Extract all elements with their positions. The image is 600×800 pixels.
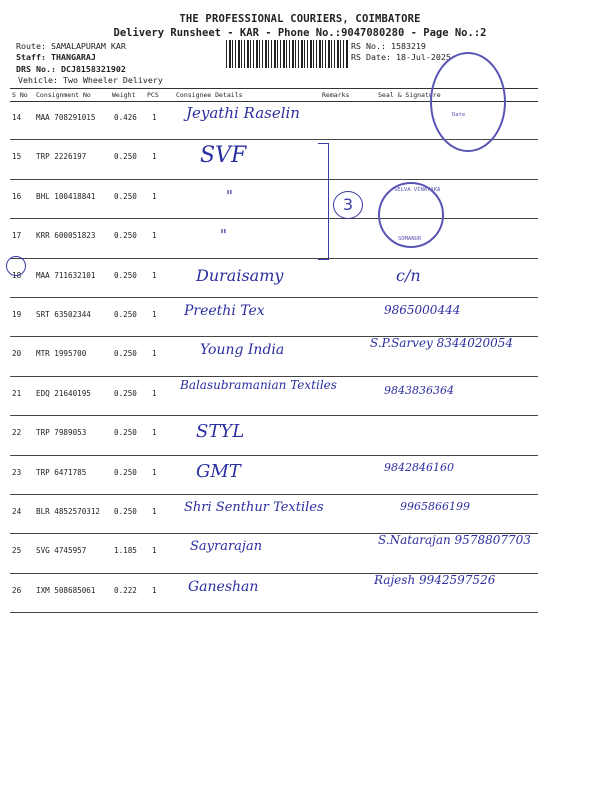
row-consignment: SVG 4745957 xyxy=(36,546,87,556)
barcode xyxy=(226,40,348,68)
row-pcs: 1 xyxy=(152,546,157,556)
row-consignee: " xyxy=(226,186,233,205)
row-weight: 0.250 xyxy=(114,388,137,398)
row-sno: 26 xyxy=(12,585,22,595)
row-pcs: 1 xyxy=(152,191,157,201)
row-consignment: SRT 63502344 xyxy=(36,310,91,319)
row-weight: 0.250 xyxy=(114,152,137,162)
row-signature: 9843836364 xyxy=(384,383,454,397)
col-weight: Weight xyxy=(112,91,136,99)
row-sno: 16 xyxy=(12,191,22,201)
row-weight: 0.250 xyxy=(114,467,137,477)
row-weight: 0.250 xyxy=(114,191,137,201)
table-row xyxy=(10,258,538,298)
row-consignee: SVF xyxy=(200,143,247,169)
table-row xyxy=(10,179,538,219)
row-pcs: 1 xyxy=(152,507,157,516)
row-consignee: Jeyathi Raselin xyxy=(186,104,300,122)
row-consignment: MTR 1995700 xyxy=(36,349,87,359)
row-consignee: Young India xyxy=(200,342,285,359)
table-row xyxy=(10,455,538,495)
row-sno: 24 xyxy=(12,507,22,516)
row-weight: 0.250 xyxy=(114,428,137,438)
row-consignment: TRP 7989053 xyxy=(36,428,87,438)
rs-number: RS No.: 1583219 xyxy=(351,41,426,51)
company-title: THE PROFESSIONAL COURIERS, COIMBATORE xyxy=(179,13,421,25)
row-consignment: BHL 100418841 xyxy=(36,191,96,201)
row-pcs: 1 xyxy=(152,585,157,595)
row-consignee: " xyxy=(220,226,227,245)
row-signature: S.Natarajan 9578807703 xyxy=(378,533,531,548)
row-sno: 23 xyxy=(12,467,22,477)
table-row xyxy=(10,336,538,376)
row-sno: 22 xyxy=(12,428,22,438)
table-row xyxy=(10,494,538,534)
col-consignment: Consignment No xyxy=(36,91,91,99)
bracket-mark xyxy=(318,143,329,260)
table-row xyxy=(10,573,538,613)
stamp-ring-text: SELVA VINAYAKA xyxy=(394,187,441,193)
row-signature: S.P.Sarvey 8344020054 xyxy=(370,336,513,351)
row-sno: 18 xyxy=(12,270,22,280)
stamp-bottom-text: SOMANUR xyxy=(398,236,422,242)
circled-number: 3 xyxy=(333,191,363,219)
col-remarks: Remarks xyxy=(322,91,350,99)
col-consignee: Consignee Details xyxy=(176,91,243,99)
row-pcs: 1 xyxy=(152,388,157,398)
row-circle-mark xyxy=(6,256,26,276)
table-row xyxy=(10,218,538,258)
row-consignee: GMT xyxy=(196,460,241,482)
row-sno: 15 xyxy=(12,152,22,162)
row-weight: 0.250 xyxy=(114,310,137,319)
row-sno: 14 xyxy=(12,113,22,122)
row-consignment: MAA 708291015 xyxy=(36,113,96,122)
row-consignee: Ganeshan xyxy=(188,578,259,595)
row-consignment: EDQ 21640195 xyxy=(36,388,91,398)
row-consignment: IXM 508685061 xyxy=(36,585,96,595)
row-weight: 0.250 xyxy=(114,270,137,280)
row-signature: 9842846160 xyxy=(384,460,454,474)
row-consignment: MAA 711632101 xyxy=(36,270,96,280)
vehicle-label: Vehicle: Two Wheeler Delivery xyxy=(18,75,163,85)
runsheet-subtitle: Delivery Runsheet - KAR - Phone No.:9047080280 - Page No.:2 xyxy=(113,27,487,39)
row-consignee: Sayrarajan xyxy=(190,539,263,555)
row-signature: 9865000444 xyxy=(384,303,461,317)
row-consignee: STYL xyxy=(196,421,245,443)
row-pcs: 1 xyxy=(152,467,157,477)
row-sno: 17 xyxy=(12,231,22,241)
row-consignment: KRR 600051823 xyxy=(36,231,96,241)
row-consignee: Balasubramanian Textiles xyxy=(180,377,337,392)
row-sno: 21 xyxy=(12,388,22,398)
row-consignee: Preethi Tex xyxy=(184,303,265,319)
row-consignment: TRP 2226197 xyxy=(36,152,87,162)
office-seal-stamp xyxy=(430,52,506,152)
rs-date: RS Date: 18-Jul-2025 xyxy=(351,52,451,62)
row-consignment: TRP 6471785 xyxy=(36,467,87,477)
col-seal: Seal & Signature xyxy=(378,91,441,99)
row-weight: 0.250 xyxy=(114,349,137,359)
selva-vinayaka-stamp xyxy=(378,182,444,248)
row-pcs: 1 xyxy=(152,231,157,241)
row-sno: 25 xyxy=(12,546,22,556)
staff-label: Staff: THANGARAJ xyxy=(16,52,96,62)
row-sno: 20 xyxy=(12,349,22,359)
row-consignment: BLR 4852570312 xyxy=(36,507,101,516)
table-row xyxy=(10,297,538,337)
row-weight: 0.426 xyxy=(114,113,137,122)
table-row xyxy=(10,415,538,455)
row-signature: Rajesh 9942597526 xyxy=(374,572,496,587)
row-consignee: Duraisamy xyxy=(196,265,284,285)
row-pcs: 1 xyxy=(152,428,157,438)
row-sno: 19 xyxy=(12,310,22,319)
stamp-date-label: Date xyxy=(452,112,466,118)
row-weight: 0.222 xyxy=(114,585,137,595)
row-weight: 0.250 xyxy=(114,507,137,516)
row-signature: 9965866199 xyxy=(400,500,470,513)
col-sno: S No xyxy=(12,91,28,99)
row-pcs: 1 xyxy=(152,310,157,319)
row-pcs: 1 xyxy=(152,152,157,162)
row-weight: 1.185 xyxy=(114,546,137,556)
row-pcs: 1 xyxy=(152,270,157,280)
route-label: Route: SAMALAPURAM KAR xyxy=(16,41,126,51)
row-pcs: 1 xyxy=(152,349,157,359)
table-row xyxy=(10,376,538,416)
table-row xyxy=(10,533,538,573)
row-weight: 0.250 xyxy=(114,231,137,241)
drs-label: DRS No.: DCJ8158321902 xyxy=(16,64,126,74)
col-pcs: PCS xyxy=(147,91,159,99)
row-consignee: Shri Senthur Textiles xyxy=(184,500,324,515)
row-pcs: 1 xyxy=(152,113,157,122)
row-signature: c/n xyxy=(396,265,421,285)
